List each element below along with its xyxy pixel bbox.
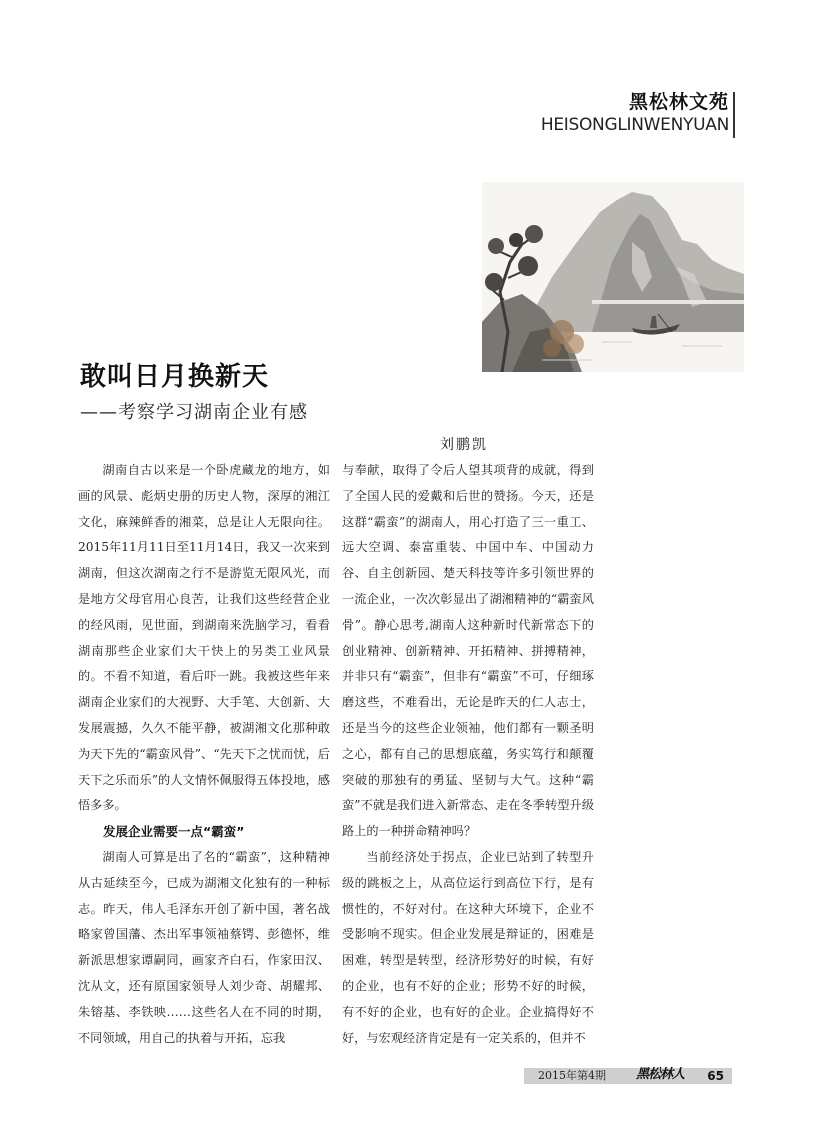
landscape-painting xyxy=(482,182,744,372)
section-title-cn: 黑松林文苑 xyxy=(628,91,729,113)
paragraph-body: 当前经济处于拐点，企业已站到了转型升级的跳板之上，从高位运行到高位下行，是有惯性的，不好对付。在这种大环境下，企业不受影响不现实。但企业发展是辩证的，困难是困难，转型是转型，经济形势好的时候，有好的企业，也有不好的企业；形势不好的时候，有不好的企业，也有好的企业。企业搞得好不好，与宏观经济肯定是有一定关系的，但并不 xyxy=(342,849,594,1045)
landscape-painting-image xyxy=(482,182,744,372)
page-number: 65 xyxy=(707,1069,724,1083)
issue-label: 2015年第4期 xyxy=(538,1069,606,1082)
magazine-logo: 黑松林人 xyxy=(636,1067,685,1082)
article-column-left xyxy=(78,458,330,1051)
paragraph-intro: 湖南自古以来是一个卧虎藏龙的地方，如画的风景、彪炳史册的历史人物，深厚的湘江文化，麻辣鲜香的湘菜，总是让人无限向往。2015年11月11日至11月14日，我又一次来到湖南，但这次湖南之行不是游览无限风光，而是地方父母官用心良苦，让我们这些经营企业的经风雨，见世面，到湖南来洗脑学习，看看湖南那些企业家们大干快上的另类工业风景的。不看不知道，看后吓一跳。我被这些年来湖南企业家们的大视野、大手笔、大创新、大发展震撼，久久不能平静，被湖湘文化那种敢为天下先的“霸蛮风骨”、“先天下之忧而忧，后天下之乐而乐”的人文情怀佩服得五体投地，感悟多多。 xyxy=(78,463,330,813)
article-title: 敢叫日月换新天 xyxy=(80,362,270,392)
article-column-right xyxy=(342,458,594,1051)
page-footer xyxy=(524,1068,732,1084)
paragraph-body: 湖南人可算是出了名的“霸蛮”，这种精神从古延续至今，已成为湖湘文化独有的一种标志。昨天，伟人毛泽东开创了新中国，著名战略家曾国藩、杰出军事领袖蔡锷、彭德怀，维新派思想家谭嗣同，画家齐白石，作家田汉、沈从文，还有原国家领导人刘少奇、胡耀邦、朱镕基、李铁映……这些名人在不同的时期，不同领域，用自己的执着与开拓，忘我 xyxy=(78,849,330,1045)
masthead-divider xyxy=(733,92,735,138)
paragraph-continued: 与奉献，取得了令后人望其项背的成就，得到了全国人民的爱戴和后世的赞扬。今天，还是这群“霸蛮”的湖南人，用心打造了三一重工、远大空调、泰富重装、中国中车、中国动力谷、自主创新园、楚天科技等许多引领世界的一流企业，一次次彰显出了湖湘精神的“霸蛮风骨”。静心思考,湖南人这种新时代新常态下的创业精神、创新精神、开拓精神、拼搏精神，并非只有“霸蛮”，但非有“霸蛮”不可，仔细琢磨这些，不难看出，无论是昨天的仁人志士，还是当今的这些企业领袖，他们都有一颗圣明之心，都有自己的思想底蕴，务实笃行和颠覆突破的那独有的勇猛、坚韧与大气。这种“霸蛮”不就是我们进入新常态、走在冬季转型升级路上的一种拼命精神吗？ xyxy=(342,463,594,839)
section-masthead xyxy=(541,90,729,136)
article-subtitle: ——考察学习湖南企业有感 xyxy=(80,402,308,423)
article-author: 刘鹏凯 xyxy=(440,437,488,453)
section-heading: 发展企业需要一点“霸蛮” xyxy=(103,824,245,840)
section-title-en: HEISONGLINWENYUAN xyxy=(540,115,729,135)
